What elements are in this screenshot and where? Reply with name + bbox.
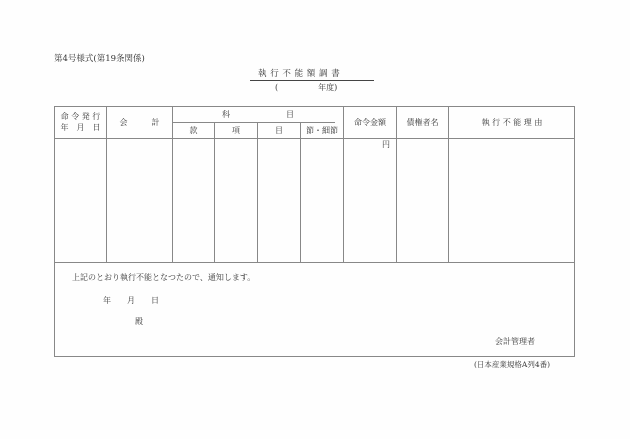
- header-setsu: 節・細節: [306, 125, 338, 135]
- col-divider: [257, 122, 258, 262]
- header-kou: 項: [232, 125, 240, 135]
- standard-note: (日本産業規格A列4番): [474, 360, 551, 369]
- header-subject: 科 目: [222, 109, 294, 119]
- form-title: 執 行 不 能 額 調 書: [258, 69, 341, 79]
- form-number: 第4号様式(第19条関係): [54, 54, 145, 64]
- header-bottom-line: [54, 138, 575, 139]
- notice-signer: 会計管理者: [495, 337, 535, 346]
- col-divider: [300, 122, 301, 262]
- col-divider: [214, 122, 215, 262]
- notice-text: 上記のとおり執行不能となつたので、通知します。: [72, 273, 256, 282]
- amount-unit: 円: [382, 140, 390, 149]
- notice-date: 年 月 日: [103, 296, 159, 305]
- order-date-label-line2: 年 月 日: [60, 123, 101, 132]
- form-table-frame: [54, 106, 575, 357]
- title-underline: [250, 80, 374, 81]
- header-account: 会 計: [119, 117, 160, 127]
- header-moku: 目: [275, 125, 283, 135]
- notice-addressee: 殿: [135, 317, 143, 326]
- header-order-date: [55, 107, 106, 138]
- header-reason: 執 行 不 能 理 由: [481, 117, 543, 127]
- header-amount: 命令金額: [354, 117, 386, 127]
- header-creditor: 債権者名: [406, 117, 439, 127]
- header-kan: 款: [189, 125, 198, 135]
- fiscal-year: ( 年度): [275, 83, 338, 92]
- data-area-bottom-line: [54, 262, 575, 263]
- order-date-label-line1: 命 令 発 行: [60, 112, 101, 121]
